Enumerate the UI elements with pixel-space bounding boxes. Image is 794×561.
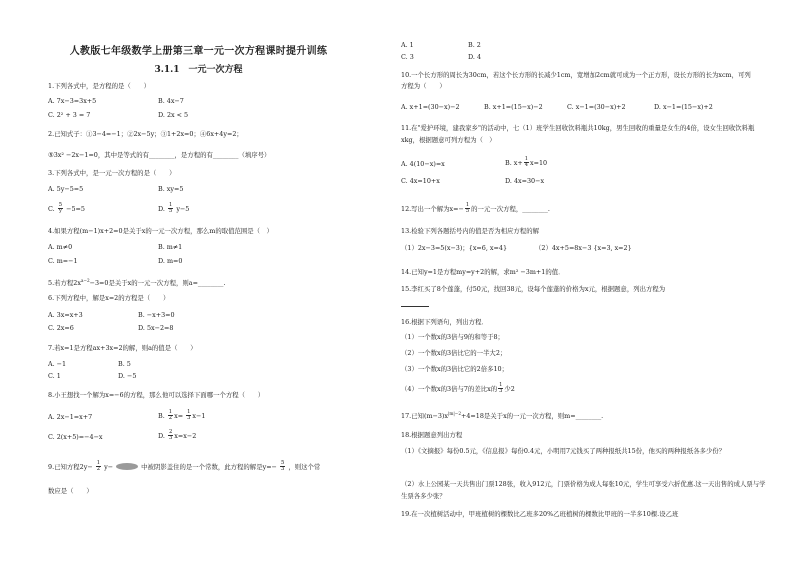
question-9-cont: 数应是（ ）: [48, 487, 93, 495]
question-18: 18.根据题意列出方程: [401, 431, 463, 439]
q7-option-b: B. 5: [118, 360, 131, 368]
fraction: $\frac{5}{y}$: [58, 202, 63, 215]
q6-option-d: D. 5x−2=8: [138, 324, 174, 332]
question-14: 14.已知y=1是方程my=y+2的解，求m² −3m+1的值．: [401, 268, 565, 276]
q11-option-a: A. 4(10−x)=x: [401, 160, 445, 168]
q3-option-d: D. $\frac{1}{5}$ y−5: [158, 202, 190, 215]
page-title: 人教版七年级数学上册第三章一元一次方程课时提升训练: [69, 46, 328, 57]
q3-option-a: A. 5y−5=5: [48, 185, 84, 193]
question-3: 3.下列各式中，是一元一次方程的是（ ）: [48, 169, 176, 177]
q7-option-a: A. −1: [48, 360, 67, 368]
question-2: 2.已知式子：①3−4=−1；②2x−5y；③1+2x=0；④6x+4y=2；: [48, 130, 243, 138]
question-13: 13.检验下列各题括号内的值是否为相应方程的解: [401, 227, 539, 235]
question-17: 17.已知$(m-3)x^{|m|-2}+4=18$是关于x的一元一次方程，则m=________.: [401, 411, 604, 421]
q16-part-3: （3）一个数x的3倍比它的2倍多10；: [401, 365, 509, 373]
q7-option-d: D. −5: [118, 372, 137, 380]
question-7: 7.若x=1是方程ax+3x=2的解，则a的值是（ ）: [48, 344, 197, 352]
q13-part-1: （1）2x−3=5(x−3)；{x=6, x=4}: [401, 244, 508, 252]
fraction: $\frac{1}{5}$: [465, 202, 470, 215]
q11-option-b: B. x+ $\frac{1}{4}$ x=10: [505, 156, 548, 169]
q8-option-a: A. 2x−1=x+7: [48, 413, 93, 421]
fraction: $\frac{2}{3}$: [168, 429, 173, 442]
q3-option-b: B. xy=5: [158, 185, 184, 193]
q10-option-a: A. x+1=(30−x)−2: [401, 103, 460, 111]
fraction: $\frac{5}{3}$: [280, 460, 285, 473]
q16-part-2: （2）一个数x的3倍比它的一半大2；: [401, 349, 507, 357]
fraction: $\frac{1}{3}$: [499, 382, 503, 395]
q9-option-a: A. 1: [401, 41, 414, 49]
q4-option-c: C. m=−1: [48, 257, 78, 265]
fraction: $\frac{1}{3}$: [187, 409, 191, 422]
question-10: 10.一个长方形的周长为30cm，若这个长方形的长减少1cm，宽增加2cm就可成为一个正方形，设长方形的长为xcm，可列方程为（ ）: [401, 71, 751, 90]
question-12: 12.写出一个解为x=− $\frac{1}{5}$ 的一元一次方程，________.: [401, 202, 550, 215]
right-column: [397, 0, 794, 561]
fraction: $\frac{1}{2}$: [168, 409, 173, 422]
q16-part-1: （1）一个数x的3倍与9的和等于8；: [401, 333, 504, 341]
fraction: $\frac{1}{5}$: [168, 202, 173, 215]
question-5: 5.若方程$2x^{a-2}-3=0$是关于x的一元一次方程，则a=________.: [48, 278, 226, 288]
q6-option-c: C. 2x=6: [48, 324, 74, 332]
question-9: 9.已知方程2y− $\frac{1}{2}$ y− 中被阴影盖住的是一个常数，此方程的解是y=− $\frac{5}{3}$ ，则这个常: [48, 460, 321, 473]
q6-option-a: A. 3x=x+3: [48, 311, 83, 319]
question-16: 16.根据下列语句，列出方程．: [401, 318, 488, 326]
q13-part-2: （2）4x+5=8x−3 {x=3, x=2}: [535, 244, 632, 252]
q9-option-b: B. 2: [468, 41, 481, 49]
question-6: 6.下列方程中，解是x=2的方程是（ ）: [48, 294, 170, 302]
q10-option-c: C. x−1=(30−x)+2: [567, 103, 626, 111]
q9-option-d: D. 4: [468, 53, 482, 61]
q4-option-d: D. m=0: [158, 257, 183, 265]
q18-part-1: （1）《文摘报》每份0.5元，《信息报》每份0.4元，小明用7元钱买了两种报纸共15份，他买的两种报纸各多少份？: [401, 447, 726, 455]
question-11: 11.在"爱护环境，建我家乡"的活动中，七（1）班学生回收饮料瓶共10kg，男生回收的重量是女生的4倍，设女生回收饮料瓶xkg，根据题意可列方程为（ ）: [401, 124, 755, 144]
q6-option-b: B. −x+3=0: [138, 311, 175, 319]
q1-option-d: D. 2x < 5: [158, 111, 189, 119]
q11-option-d: D. 4x=30−x: [505, 177, 545, 185]
q8-option-b: B. $\frac{1}{2}$ x= $\frac{1}{3}$ x−1: [158, 409, 206, 422]
q1-option-a: A. 7x−3=3x+5: [48, 97, 97, 105]
q18-part-2: （2）水上公园某一天共售出门票128张，收入912元，门票价格为成人每张10元，学生可享受六折优惠.这一天出售的成人票与学生票各多少张？: [401, 480, 766, 500]
q15-answer-blank: [401, 300, 429, 309]
question-2-cont: ⑤3x² −2x−1=0，其中是等式的有________，是方程的有________（填序号）: [48, 151, 271, 159]
q8-option-c: C. 2(x+5)=−4−x: [48, 433, 103, 441]
question-19: 19.在一次植树活动中，甲班植树的棵数比乙班多20%乙班植树的棵数比甲班的一半多10棵.设乙班: [401, 510, 679, 518]
hidden-constant-shape: [116, 463, 138, 470]
q10-option-b: B. x+1=(15−x)−2: [484, 103, 543, 111]
question-4: 4.如果方程(m−1)x+2=0是关于x的一元一次方程，那么m的取值范围是（ ）: [48, 227, 273, 235]
q4-option-b: B. m≠1: [158, 243, 183, 251]
fraction: $\frac{1}{2}$: [96, 460, 101, 473]
question-15: 15.李红买了8个莲蓬，付50元，找回38元，设每个莲蓬的价格为x元，根据题意，列出方程为: [401, 285, 666, 293]
question-1: 1.下列各式中，是方程的是（ ）: [48, 82, 150, 90]
section-subtitle: 3.1.1 一元一次方程: [154, 65, 243, 75]
q10-option-d: D. x−1=(15−x)+2: [654, 103, 713, 111]
q4-option-a: A. m≠0: [48, 243, 73, 251]
q1-option-c: C. 2² + 3 = 7: [48, 111, 91, 119]
q8-option-d: D. $\frac{2}{3}$ x=x−2: [158, 429, 197, 442]
q7-option-c: C. 1: [48, 372, 61, 380]
q16-part-4: （4）一个数x的3倍与7的差比x的 $\frac{1}{3}$ 少2: [401, 382, 515, 395]
q1-option-b: B. 4x−7: [158, 97, 184, 105]
fraction: $\frac{1}{4}$: [524, 156, 529, 169]
q11-option-c: C. 4x=10+x: [401, 177, 440, 185]
q9-option-c: C. 3: [401, 53, 414, 61]
q3-option-c: C. $\frac{5}{y}$ −5=5: [48, 202, 85, 215]
question-8: 8.小王想找一个解为x=−6的方程，那么他可以选择下面哪一个方程（ ）: [48, 391, 265, 399]
